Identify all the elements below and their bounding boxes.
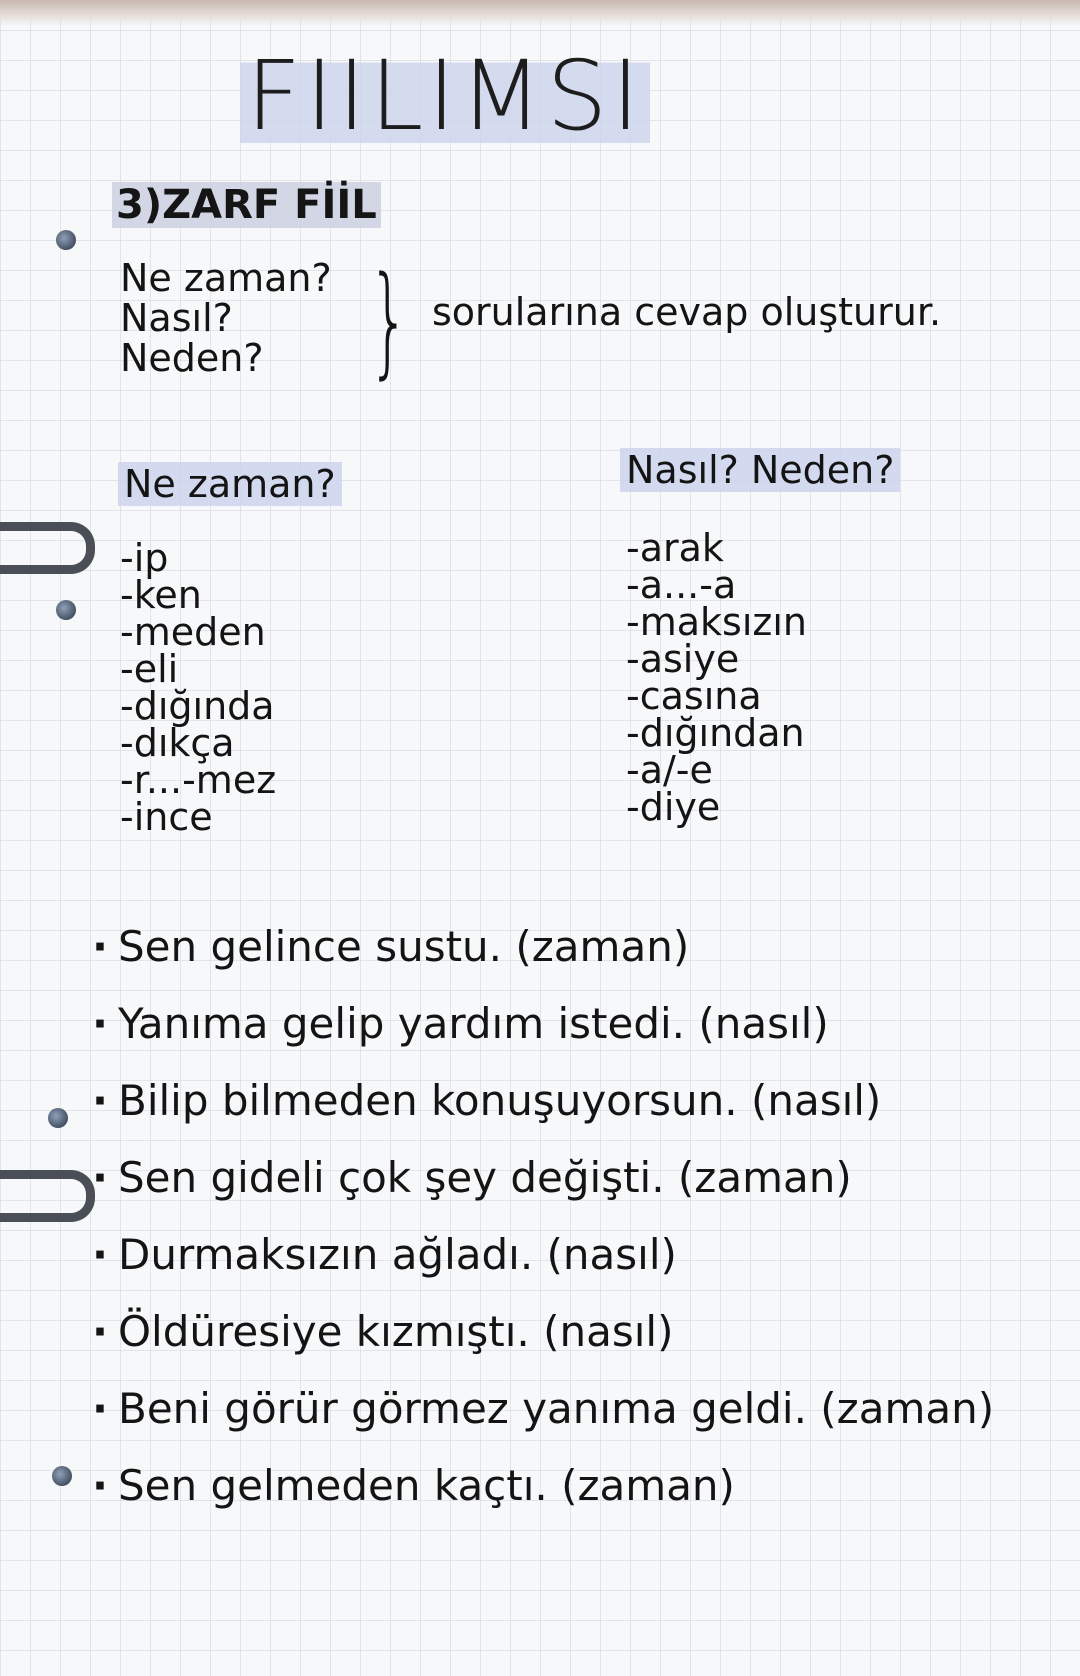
page-title-text: FIILIMSI <box>240 40 650 152</box>
example-sentences <box>92 922 994 1538</box>
example-text: Sen gelmeden kaçtı. (zaman) <box>118 1461 735 1510</box>
left-column-heading-text: Ne zaman? <box>118 462 342 506</box>
suffix-item: -a...-a <box>626 563 737 607</box>
suffix-item: -arak <box>626 526 724 570</box>
right-column-heading-text: Nasıl? Neden? <box>620 448 900 492</box>
bullet-icon: · <box>92 1384 108 1433</box>
page-top-edge <box>0 0 1080 26</box>
section-title-text: 3)ZARF FİİL <box>112 182 381 228</box>
section-title <box>112 182 381 228</box>
intro-questions <box>120 258 332 378</box>
example-item <box>92 922 994 999</box>
page-title <box>240 40 650 152</box>
left-suffix-list <box>120 536 277 839</box>
binder-hole-4 <box>52 1466 72 1486</box>
right-column-heading <box>620 448 900 492</box>
example-text: Beni görür görmez yanıma geldi. (zaman) <box>118 1384 995 1433</box>
example-item <box>92 1384 994 1461</box>
example-text: Sen gideli çok şey değişti. (zaman) <box>118 1153 852 1202</box>
example-item <box>92 1076 994 1153</box>
binder-hole-2 <box>56 600 76 620</box>
suffix-item: -ken <box>120 573 202 617</box>
intro-question: Ne zaman? <box>120 256 332 300</box>
suffix-item: -ip <box>120 536 169 580</box>
bullet-icon: · <box>92 922 108 971</box>
suffix-item: -dığında <box>120 684 275 728</box>
example-text: Bilip bilmeden konuşuyorsun. (nasıl) <box>118 1076 882 1125</box>
bullet-icon: · <box>92 1461 108 1510</box>
binder-ring-bottom <box>0 1170 95 1222</box>
intro-answer: sorularına cevap oluşturur. <box>432 290 942 334</box>
bullet-icon: · <box>92 1076 108 1125</box>
suffix-item: -maksızın <box>626 600 807 644</box>
bullet-icon: · <box>92 1153 108 1202</box>
binder-hole-3 <box>48 1108 68 1128</box>
example-text: Öldüresiye kızmıştı. (nasıl) <box>118 1307 674 1356</box>
suffix-item: -dığından <box>626 711 805 755</box>
bullet-icon: · <box>92 999 108 1048</box>
binder-ring-top <box>0 522 95 574</box>
example-item <box>92 1230 994 1307</box>
bullet-icon: · <box>92 1307 108 1356</box>
example-text: Yanıma gelip yardım istedi. (nasıl) <box>118 999 829 1048</box>
left-column-heading <box>118 462 342 506</box>
suffix-item: -asiye <box>626 637 740 681</box>
example-item <box>92 1461 994 1538</box>
intro-question: Nasıl? <box>120 296 233 340</box>
suffix-item: -ince <box>120 795 213 839</box>
example-item <box>92 1153 994 1230</box>
suffix-item: -dıkça <box>120 721 235 765</box>
example-item <box>92 999 994 1076</box>
suffix-item: -meden <box>120 610 266 654</box>
example-text: Sen gelince sustu. (zaman) <box>118 922 690 971</box>
example-text: Durmaksızın ağladı. (nasıl) <box>118 1230 677 1279</box>
suffix-item: -r...-mez <box>120 758 277 802</box>
curly-brace: } <box>368 252 410 391</box>
suffix-item: -diye <box>626 785 721 829</box>
example-item <box>92 1307 994 1384</box>
suffix-item: -eli <box>120 647 179 691</box>
binder-hole-1 <box>56 230 76 250</box>
bullet-icon: · <box>92 1230 108 1279</box>
suffix-item: -casına <box>626 674 762 718</box>
intro-question: Neden? <box>120 336 264 380</box>
right-suffix-list <box>626 526 807 829</box>
suffix-item: -a/-e <box>626 748 713 792</box>
